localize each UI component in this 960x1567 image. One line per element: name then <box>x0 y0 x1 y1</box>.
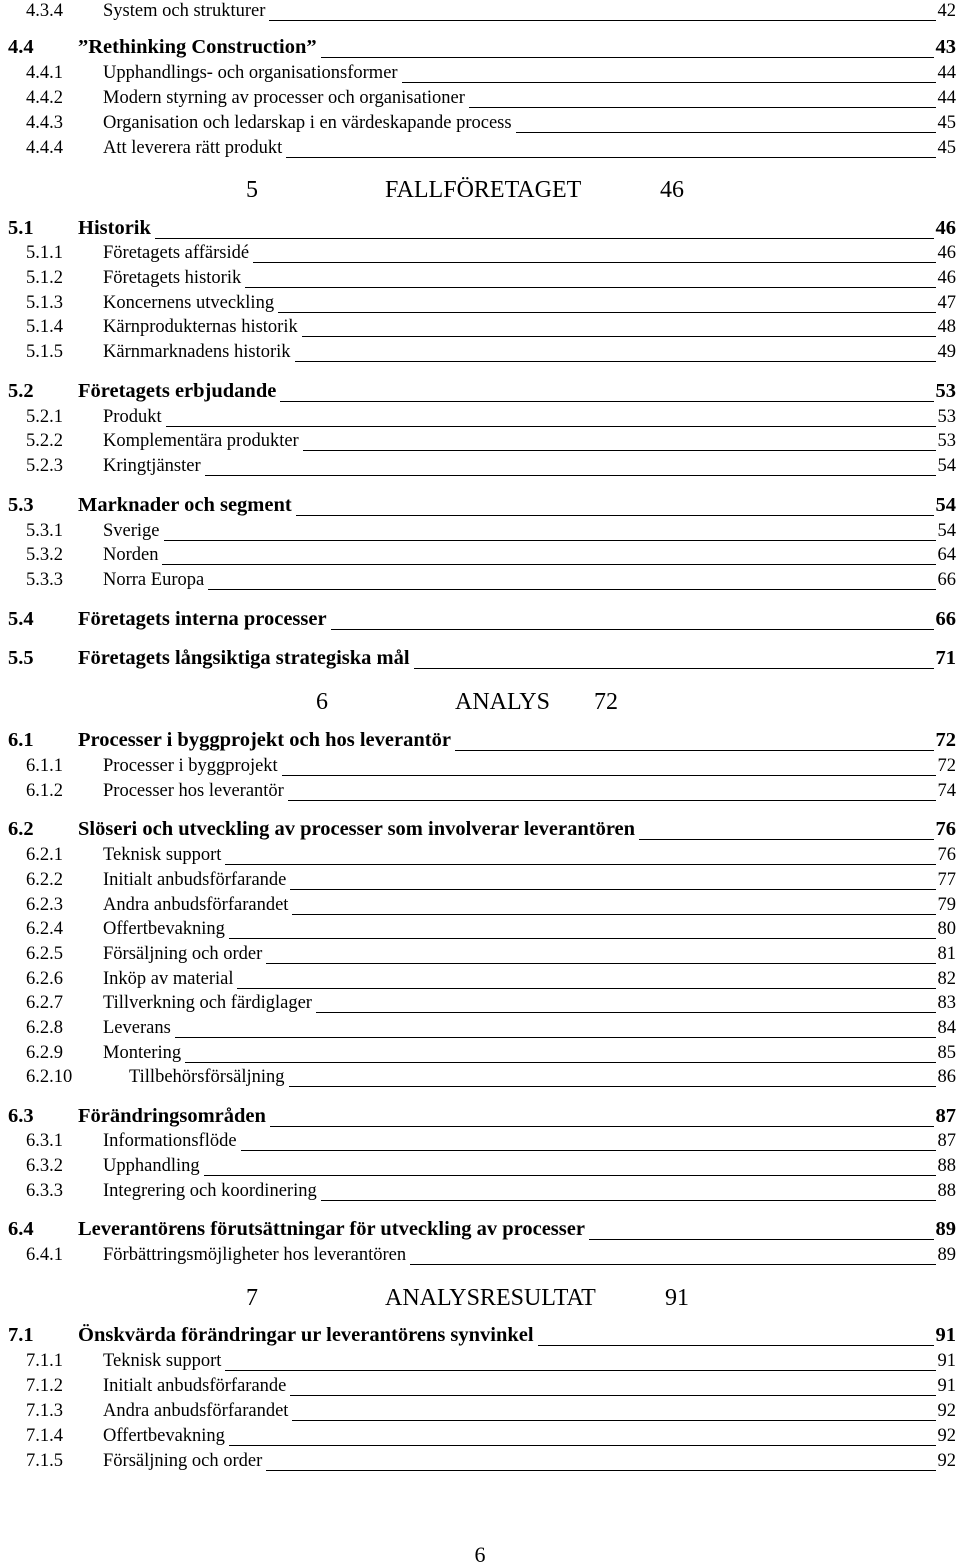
entry-title: Försäljning och order <box>103 943 263 964</box>
entry-title: Upphandling <box>103 1155 200 1176</box>
entry-number: 4.4.2 <box>26 87 63 108</box>
entry-page-number: 66 <box>935 607 956 630</box>
entry-page-number: 83 <box>937 992 956 1013</box>
entry-title: Önskvärda förändringar ur leverantörens synvinkel <box>78 1323 534 1346</box>
leader-line <box>295 361 936 362</box>
entry-title: Processer i byggprojekt <box>103 755 278 776</box>
entry-page-number: 66 <box>937 569 956 590</box>
toc-section-entry[interactable] <box>0 493 960 517</box>
toc-subsection-entry[interactable] <box>0 966 960 990</box>
toc-subsection-entry[interactable] <box>0 1040 960 1064</box>
entry-page-number: 92 <box>937 1400 956 1421</box>
chapter-title: ANALYS <box>455 689 550 715</box>
toc-subsection-entry[interactable] <box>0 941 960 965</box>
entry-number: 4.4.3 <box>26 112 63 133</box>
toc-subsection-entry[interactable] <box>0 404 960 428</box>
entry-page-number: 92 <box>937 1425 956 1446</box>
entry-page-number: 87 <box>935 1104 956 1127</box>
entry-number: 6.2.7 <box>26 992 63 1013</box>
leader-line <box>331 629 934 630</box>
entry-number: 6.2.2 <box>26 869 63 890</box>
entry-page-number: 91 <box>937 1375 956 1396</box>
entry-number: 6.2.8 <box>26 1017 63 1038</box>
entry-number: 5.3.2 <box>26 544 63 565</box>
toc-subsection-entry[interactable] <box>0 135 960 159</box>
toc-subsection-entry[interactable] <box>0 110 960 134</box>
entry-title: Norra Europa <box>103 569 205 590</box>
leader-line <box>205 475 936 476</box>
leader-line <box>402 82 936 83</box>
chapter-number: 5 <box>246 177 258 203</box>
toc-subsection-entry[interactable] <box>0 867 960 891</box>
leader-line <box>164 540 936 541</box>
entry-title: Komplementära produkter <box>103 430 299 451</box>
toc-chapter-heading[interactable] <box>0 172 960 202</box>
chapter-number: 6 <box>316 689 328 715</box>
entry-title: Organisation och ledarskap i en värdeskapande process <box>103 112 512 133</box>
entry-title: Leverans <box>103 1017 171 1038</box>
entry-page-number: 87 <box>937 1130 956 1151</box>
entry-page-number: 43 <box>935 35 956 58</box>
toc-subsection-entry[interactable] <box>0 1423 960 1447</box>
entry-title: Sverige <box>103 520 160 541</box>
entry-title: System och strukturer <box>103 0 266 21</box>
entry-page-number: 72 <box>937 755 956 776</box>
toc-subsection-entry[interactable] <box>0 1128 960 1152</box>
entry-page-number: 53 <box>935 379 956 402</box>
leader-line <box>410 1264 936 1265</box>
toc-subsection-entry[interactable] <box>0 753 960 777</box>
toc-section-entry[interactable] <box>0 1104 960 1128</box>
toc-section-entry[interactable] <box>0 646 960 670</box>
entry-page-number: 86 <box>937 1066 956 1087</box>
leader-line <box>282 775 936 776</box>
entry-title: Offertbevakning <box>103 918 225 939</box>
entry-page-number: 74 <box>937 780 956 801</box>
toc-subsection-entry[interactable] <box>0 85 960 109</box>
leader-line <box>162 564 936 565</box>
entry-number: 6.2.5 <box>26 943 63 964</box>
entry-number: 7.1.4 <box>26 1425 63 1446</box>
leader-line <box>280 401 934 402</box>
toc-subsection-entry[interactable] <box>0 990 960 1014</box>
toc-section-entry[interactable] <box>0 728 960 752</box>
entry-number: 6.3.3 <box>26 1180 63 1201</box>
toc-section-entry[interactable] <box>0 1217 960 1241</box>
entry-title: Offertbevakning <box>103 1425 225 1446</box>
entry-number: 6.3 <box>8 1104 34 1127</box>
entry-number: 4.4.4 <box>26 137 63 158</box>
entry-number: 5.4 <box>8 607 34 630</box>
entry-number: 6.3.2 <box>26 1155 63 1176</box>
entry-title: Kringtjänster <box>103 455 201 476</box>
entry-page-number: 44 <box>937 87 956 108</box>
entry-title: Andra anbudsförfarandet <box>103 894 289 915</box>
leader-line <box>266 963 936 964</box>
entry-number: 5.1.4 <box>26 316 63 337</box>
leader-line <box>185 1062 936 1063</box>
entry-title: Modern styrning av processer och organisationer <box>103 87 465 108</box>
entry-page-number: 91 <box>937 1350 956 1371</box>
entry-page-number: 42 <box>937 0 956 21</box>
toc-chapter-heading[interactable] <box>0 1280 960 1310</box>
entry-title: Kärnmarknadens historik <box>103 341 291 362</box>
entry-page-number: 85 <box>937 1042 956 1063</box>
entry-page-number: 53 <box>937 406 956 427</box>
entry-page-number: 76 <box>935 817 956 840</box>
chapter-number: 7 <box>246 1285 258 1311</box>
entry-number: 6.2.4 <box>26 918 63 939</box>
entry-page-number: 44 <box>937 62 956 83</box>
leader-line <box>469 107 936 108</box>
leader-line <box>241 1150 936 1151</box>
entry-number: 6.1.1 <box>26 755 63 776</box>
entry-number: 6.2 <box>8 817 34 840</box>
toc-subsection-entry[interactable] <box>0 842 960 866</box>
entry-number: 4.3.4 <box>26 0 63 21</box>
toc-subsection-entry[interactable] <box>0 314 960 338</box>
leader-line <box>639 839 934 840</box>
entry-title: Andra anbudsförfarandet <box>103 1400 289 1421</box>
entry-title: Initialt anbudsförfarande <box>103 869 287 890</box>
leader-line <box>538 1345 934 1346</box>
entry-title: Tillbehörsförsäljning <box>129 1066 285 1087</box>
entry-number: 5.1.2 <box>26 267 63 288</box>
entry-title: Initialt anbudsförfarande <box>103 1375 287 1396</box>
entry-title: Koncernens utveckling <box>103 292 275 313</box>
entry-title: Informationsflöde <box>103 1130 237 1151</box>
entry-page-number: 88 <box>937 1155 956 1176</box>
entry-page-number: 46 <box>937 267 956 288</box>
entry-number: 4.4 <box>8 35 34 58</box>
toc-section-entry[interactable] <box>0 607 960 631</box>
leader-line <box>278 312 936 313</box>
toc-subsection-entry[interactable] <box>0 60 960 84</box>
entry-number: 5.2.1 <box>26 406 63 427</box>
entry-number: 4.4.1 <box>26 62 63 83</box>
entry-title: Förbättringsmöjligheter hos leverantören <box>103 1244 407 1265</box>
toc-subsection-entry[interactable] <box>0 1373 960 1397</box>
entry-number: 7.1.5 <box>26 1450 63 1471</box>
toc-subsection-entry[interactable] <box>0 453 960 477</box>
toc-subsection-entry[interactable] <box>0 1398 960 1422</box>
entry-number: 5.1.1 <box>26 242 63 263</box>
toc-section-entry[interactable] <box>0 817 960 841</box>
leader-line <box>290 1395 936 1396</box>
chapter-title: ANALYSRESULTAT <box>385 1285 596 1311</box>
entry-title: Företagets interna processer <box>78 607 327 630</box>
entry-number: 6.2.10 <box>26 1066 73 1087</box>
toc-section-entry[interactable] <box>0 1323 960 1347</box>
entry-page-number: 54 <box>935 493 956 516</box>
toc-subsection-entry[interactable] <box>0 916 960 940</box>
entry-title: Produkt <box>103 406 162 427</box>
leader-line <box>292 914 936 915</box>
entry-number: 6.1.2 <box>26 780 63 801</box>
entry-number: 5.3.1 <box>26 520 63 541</box>
entry-page-number: 45 <box>937 137 956 158</box>
toc-subsection-entry[interactable] <box>0 290 960 314</box>
entry-title: Montering <box>103 1042 182 1063</box>
entry-page-number: 54 <box>937 520 956 541</box>
entry-page-number: 64 <box>937 544 956 565</box>
chapter-title: FALLFÖRETAGET <box>385 177 582 203</box>
entry-title: Teknisk support <box>103 1350 222 1371</box>
entry-title: Inköp av material <box>103 968 234 989</box>
entry-title: Slöseri och utveckling av processer som involverar leverantören <box>78 817 636 840</box>
leader-line <box>321 1200 936 1201</box>
leader-line <box>289 1086 936 1087</box>
entry-number: 5.3.3 <box>26 569 63 590</box>
entry-title: Företagets erbjudande <box>78 379 277 402</box>
entry-title: Företagets affärsidé <box>103 242 250 263</box>
leader-line <box>516 132 936 133</box>
toc-subsection-entry[interactable] <box>0 0 960 22</box>
entry-page-number: 76 <box>937 844 956 865</box>
entry-page-number: 54 <box>937 455 956 476</box>
toc-subsection-entry[interactable] <box>0 1448 960 1472</box>
chapter-page-number: 46 <box>660 177 684 203</box>
entry-title: Teknisk support <box>103 844 222 865</box>
entry-number: 7.1.1 <box>26 1350 63 1371</box>
entry-page-number: 77 <box>937 869 956 890</box>
entry-number: 5.2 <box>8 379 34 402</box>
entry-title: Marknader och segment <box>78 493 292 516</box>
entry-page-number: 71 <box>935 646 956 669</box>
entry-title: Försäljning och order <box>103 1450 263 1471</box>
entry-title: Historik <box>78 216 151 239</box>
entry-page-number: 79 <box>937 894 956 915</box>
leader-line <box>292 1420 936 1421</box>
entry-number: 6.3.1 <box>26 1130 63 1151</box>
leader-line <box>286 157 936 158</box>
entry-number: 5.1 <box>8 216 34 239</box>
entry-page-number: 48 <box>937 316 956 337</box>
entry-number: 7.1.2 <box>26 1375 63 1396</box>
entry-number: 5.5 <box>8 646 34 669</box>
entry-title: Leverantörens förutsättningar för utveckling av processer <box>78 1217 585 1240</box>
leader-line <box>589 1239 934 1240</box>
entry-number: 5.3 <box>8 493 34 516</box>
entry-title: Tillverkning och färdiglager <box>103 992 312 1013</box>
leader-line <box>302 336 936 337</box>
chapter-page-number: 72 <box>594 689 618 715</box>
toc-subsection-entry[interactable] <box>0 339 960 363</box>
entry-number: 6.2.3 <box>26 894 63 915</box>
entry-number: 6.2.9 <box>26 1042 63 1063</box>
entry-page-number: 81 <box>937 943 956 964</box>
toc-subsection-entry[interactable] <box>0 518 960 542</box>
leader-line <box>155 238 934 239</box>
leader-line <box>175 1037 936 1038</box>
entry-title: Norden <box>103 544 159 565</box>
entry-page-number: 84 <box>937 1017 956 1038</box>
toc-subsection-entry[interactable] <box>0 1348 960 1372</box>
leader-line <box>303 450 936 451</box>
leader-line <box>225 864 936 865</box>
leader-line <box>229 1445 936 1446</box>
entry-number: 7.1.3 <box>26 1400 63 1421</box>
entry-title: ”Rethinking Construction” <box>78 35 317 58</box>
toc-subsection-entry[interactable] <box>0 265 960 289</box>
leader-line <box>225 1370 936 1371</box>
leader-line <box>229 938 936 939</box>
leader-line <box>288 800 936 801</box>
toc-subsection-entry[interactable] <box>0 1178 960 1202</box>
toc-subsection-entry[interactable] <box>0 1064 960 1088</box>
toc-subsection-entry[interactable] <box>0 240 960 264</box>
entry-number: 5.2.2 <box>26 430 63 451</box>
toc-chapter-heading[interactable] <box>0 684 960 714</box>
toc-subsection-entry[interactable] <box>0 892 960 916</box>
toc-section-entry[interactable] <box>0 216 960 240</box>
entry-page-number: 89 <box>935 1217 956 1240</box>
entry-number: 6.2.6 <box>26 968 63 989</box>
leader-line <box>253 262 936 263</box>
leader-line <box>290 889 936 890</box>
leader-line <box>266 1470 936 1471</box>
entry-page-number: 80 <box>937 918 956 939</box>
entry-page-number: 72 <box>935 728 956 751</box>
entry-page-number: 88 <box>937 1180 956 1201</box>
entry-page-number: 47 <box>937 292 956 313</box>
toc-subsection-entry[interactable] <box>0 1153 960 1177</box>
entry-number: 6.2.1 <box>26 844 63 865</box>
entry-title: Integrering och koordinering <box>103 1180 317 1201</box>
entry-page-number: 46 <box>935 216 956 239</box>
leader-line <box>166 426 936 427</box>
toc-subsection-entry[interactable] <box>0 428 960 452</box>
entry-number: 5.1.3 <box>26 292 63 313</box>
entry-page-number: 45 <box>937 112 956 133</box>
page-number: 6 <box>474 1542 486 1567</box>
leader-line <box>321 57 934 58</box>
leader-line <box>455 750 934 751</box>
entry-title: Kärnprodukternas historik <box>103 316 298 337</box>
entry-page-number: 49 <box>937 341 956 362</box>
leader-line <box>204 1175 936 1176</box>
entry-number: 6.4 <box>8 1217 34 1240</box>
entry-title: Förändringsområden <box>78 1104 266 1127</box>
leader-line <box>245 287 936 288</box>
entry-number: 5.1.5 <box>26 341 63 362</box>
leader-line <box>316 1012 936 1013</box>
entry-page-number: 91 <box>935 1323 956 1346</box>
entry-page-number: 92 <box>937 1450 956 1471</box>
entry-number: 6.1 <box>8 728 34 751</box>
toc-subsection-entry[interactable] <box>0 778 960 802</box>
toc-subsection-entry[interactable] <box>0 1242 960 1266</box>
entry-number: 7.1 <box>8 1323 34 1346</box>
toc-section-entry[interactable] <box>0 379 960 403</box>
entry-title: Företagets långsiktiga strategiska mål <box>78 646 410 669</box>
leader-line <box>269 20 936 21</box>
entry-page-number: 46 <box>937 242 956 263</box>
toc-subsection-entry[interactable] <box>0 567 960 591</box>
entry-page-number: 53 <box>937 430 956 451</box>
entry-title: Företagets historik <box>103 267 242 288</box>
leader-line <box>237 988 936 989</box>
toc-subsection-entry[interactable] <box>0 542 960 566</box>
toc-section-entry[interactable] <box>0 35 960 59</box>
entry-number: 5.2.3 <box>26 455 63 476</box>
leader-line <box>208 589 936 590</box>
chapter-page-number: 91 <box>665 1285 689 1311</box>
leader-line <box>296 515 934 516</box>
entry-title: Processer hos leverantör <box>103 780 284 801</box>
entry-number: 6.4.1 <box>26 1244 63 1265</box>
toc-subsection-entry[interactable] <box>0 1015 960 1039</box>
entry-page-number: 82 <box>937 968 956 989</box>
entry-page-number: 89 <box>937 1244 956 1265</box>
leader-line <box>414 668 934 669</box>
leader-line <box>270 1126 934 1127</box>
entry-title: Att leverera rätt produkt <box>103 137 283 158</box>
entry-title: Processer i byggprojekt och hos leverantör <box>78 728 451 751</box>
entry-title: Upphandlings- och organisationsformer <box>103 62 398 83</box>
